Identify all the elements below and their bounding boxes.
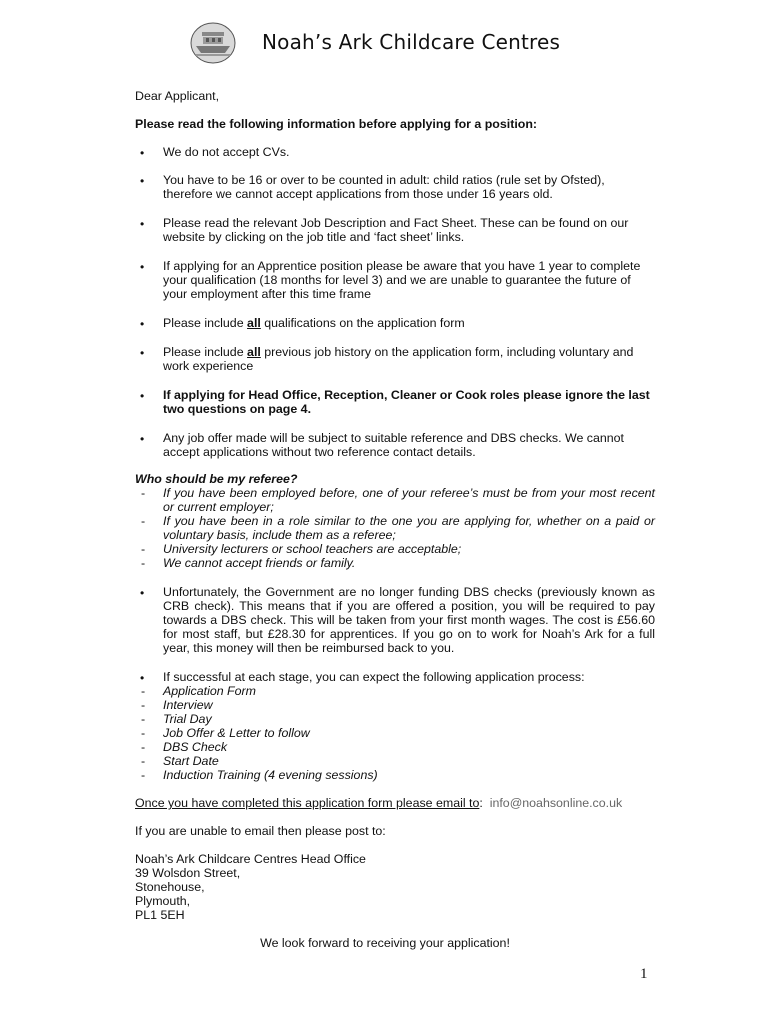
bullet-reference-checks: Any job offer made will be subject to suitable reference and DBS checks. We cannot accept applications without two reference contact details. — [163, 431, 625, 459]
address-line: Plymouth, — [135, 894, 191, 908]
bullet-job-history — [163, 345, 655, 373]
address-line: Stonehouse, — [135, 880, 205, 894]
referee-item: If you have been employed before, one of your referee’s must be from your most recent or current employer; — [163, 486, 655, 514]
process-step: Job Offer & Letter to follow — [163, 726, 310, 740]
bullet-qualifications — [163, 316, 655, 330]
dash-marker: - — [141, 726, 146, 740]
process-step: Interview — [163, 698, 213, 712]
bullet-marker: • — [140, 317, 145, 331]
bullet-apprentice: If applying for an Apprentice position please be aware that you have 1 year to complete your qualification (18 months for level 3) and we are unable to guarantee the future of your employment after this time frame — [163, 259, 641, 301]
bullet-marker: • — [140, 671, 145, 685]
address-line: 39 Wolsdon Street, — [135, 866, 241, 880]
intro-heading: Please read the following information before applying for a position: — [135, 117, 538, 131]
dash-marker: - — [141, 556, 146, 570]
process-step: Start Date — [163, 754, 219, 768]
bullet-head-office-roles: If applying for Head Office, Reception, Cleaner or Cook roles please ignore the last two questions on page 4. — [163, 388, 650, 416]
letterhead — [190, 22, 610, 66]
email-instruction: Once you have completed this application form please email to — [135, 796, 480, 810]
text-part: Please include — [163, 316, 248, 330]
dash-marker: - — [141, 486, 146, 500]
address-line: PL1 5EH — [135, 908, 185, 922]
referee-heading: Who should be my referee? — [135, 472, 298, 486]
dash-marker: - — [141, 768, 146, 782]
email-colon: : — [479, 796, 483, 810]
bullet-marker: • — [140, 586, 145, 600]
bullet-marker: • — [140, 217, 145, 231]
bullet-marker: • — [140, 346, 145, 360]
email-instruction-line — [135, 796, 622, 810]
text-part: qualifications on the application form — [260, 316, 465, 330]
organisation-name: Noah’s Ark Childcare Centres — [262, 30, 561, 54]
process-step: Induction Training (4 evening sessions) — [163, 768, 378, 782]
ark-logo-icon — [190, 22, 236, 64]
process-step: Application Form — [163, 684, 256, 698]
bullet-age-requirement: You have to be 16 or over to be counted in adult: child ratios (rule set by Ofsted), therefore we cannot accept applications from those under 16 years old. — [163, 173, 605, 201]
dash-marker: - — [141, 712, 146, 726]
dash-marker: - — [141, 698, 146, 712]
referee-item: University lecturers or school teachers are acceptable; — [163, 542, 462, 556]
email-address: info@noahsonline.co.uk — [489, 796, 623, 810]
page-number: 1 — [640, 966, 648, 982]
bullet-marker: • — [140, 432, 145, 446]
dash-marker: - — [141, 542, 146, 556]
process-intro: If successful at each stage, you can expect the following application process: — [163, 670, 585, 684]
bullet-no-cvs: We do not accept CVs. — [163, 145, 290, 159]
emphasis-all: all — [247, 345, 261, 359]
emphasis-all: all — [247, 316, 261, 330]
bullet-marker: • — [140, 260, 145, 274]
bullet-marker: • — [140, 146, 145, 160]
bullet-dbs-funding: Unfortunately, the Government are no longer funding DBS checks (previously known as CRB check). This means that if you are offered a position, you will be required to pay towards a DBS check. This will be taken from your first month wages. The cost is £56.60 for most staff, but £28.30 for apprentices. If you go on to work for Noah’s Ark for a full year, this money will then be reimbursed back to you. — [163, 585, 655, 655]
bullet-marker: • — [140, 174, 145, 188]
address-line: Noah’s Ark Childcare Centres Head Office — [135, 852, 366, 866]
dash-marker: - — [141, 754, 146, 768]
post-instruction: If you are unable to email then please post to: — [135, 824, 386, 838]
bullet-job-description: Please read the relevant Job Description and Fact Sheet. These can be found on our website by clicking on the job title and ‘fact sheet’ links. — [163, 216, 629, 244]
referee-item: We cannot accept friends or family. — [163, 556, 356, 570]
closing-line: We look forward to receiving your application! — [260, 936, 510, 950]
greeting: Dear Applicant, — [135, 89, 220, 103]
dash-marker: - — [141, 684, 146, 698]
process-step: Trial Day — [163, 712, 212, 726]
referee-item: If you have been in a role similar to the one you are applying for, whether on a paid or voluntary basis, include them as a referee; — [163, 514, 655, 542]
dash-marker: - — [141, 740, 146, 754]
text-part: Please include — [163, 345, 248, 359]
text-part: previous job history on the application form, including voluntary and work experience — [163, 345, 634, 373]
process-step: DBS Check — [163, 740, 228, 754]
dash-marker: - — [141, 514, 146, 528]
bullet-marker: • — [140, 389, 145, 403]
